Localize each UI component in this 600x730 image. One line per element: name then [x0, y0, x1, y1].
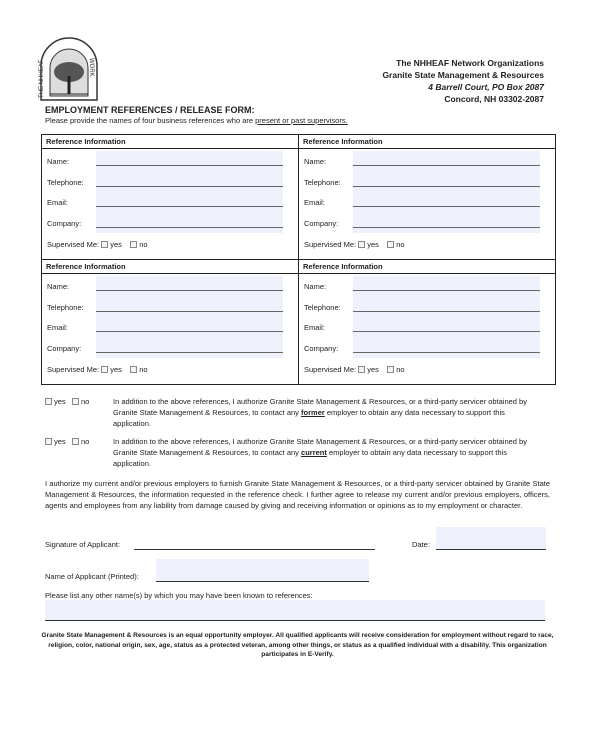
- authorization-former: [45, 396, 543, 429]
- other-names-line: [45, 620, 545, 621]
- company-label: Company:: [47, 343, 82, 353]
- yes-label: yes: [54, 437, 66, 446]
- email-input[interactable]: [353, 193, 540, 207]
- no-label: no: [80, 437, 90, 446]
- telephone-input[interactable]: [353, 173, 540, 187]
- company-input[interactable]: [353, 339, 540, 353]
- email-label: Email:: [47, 323, 68, 332]
- yes-label: yes: [367, 365, 379, 374]
- reference-heading: Reference Information: [42, 135, 299, 149]
- telephone-label: Telephone:: [304, 177, 341, 187]
- no-label: no: [139, 240, 148, 249]
- supervised-label: Supervised Me:: [47, 365, 100, 374]
- email-label: Email:: [304, 323, 325, 332]
- date-label: Date:: [412, 540, 430, 549]
- printed-name-label: Name of Applicant (Printed):: [45, 572, 139, 581]
- references-table: [41, 134, 556, 385]
- supervised-yes-checkbox[interactable]: [358, 240, 379, 249]
- supervised-row: [304, 365, 405, 374]
- signature-label: Signature of Applicant:: [45, 540, 121, 549]
- supervised-yes-checkbox[interactable]: [101, 240, 122, 249]
- email-label: Email:: [304, 198, 325, 207]
- reference-block: [42, 260, 299, 385]
- current-no-checkbox[interactable]: [72, 437, 89, 446]
- reference-heading: Reference Information: [299, 135, 556, 149]
- company-input[interactable]: [353, 214, 540, 228]
- telephone-input[interactable]: [96, 298, 283, 312]
- supervised-no-checkbox[interactable]: [387, 365, 404, 374]
- signature-line[interactable]: [134, 549, 375, 550]
- reference-block: [299, 135, 556, 260]
- supervised-label: Supervised Me:: [47, 240, 100, 249]
- current-yes-checkbox[interactable]: [45, 437, 66, 446]
- release-paragraph: I authorize my current and/or previous employers to furnish Granite State Management & Resources, or a third-party servicer obtained by Granite State Management & Resources, the information requested in the reference check. I further agree to release my current and/or previous employers, officers, agents and employees from any liability from damage caused by giving and receiving information or opinions as to my employment or character.: [45, 479, 550, 510]
- supervised-row: [304, 240, 405, 249]
- company-input[interactable]: [96, 214, 283, 228]
- company-label: Company:: [304, 218, 339, 228]
- no-label: no: [139, 365, 148, 374]
- eeo-footer: Granite State Management & Resources is an equal opportunity employer. All qualified applicants will receive consideration for employment without regard to race, religion, color, national origin, sex, age, status as a protected veteran, among other things, or status as a qualified individual with a disability. This organization participates in E-Verify.: [41, 632, 554, 658]
- other-names-input[interactable]: [45, 600, 545, 620]
- printed-name-input[interactable]: [156, 559, 369, 581]
- auth-emphasis: former: [301, 408, 325, 417]
- org-name: The NHHEAF Network Organizations: [396, 58, 544, 68]
- authorization-current: [45, 436, 543, 469]
- no-label: no: [396, 365, 405, 374]
- auth-text-end: employer to obtain any data necessary to support this application.: [113, 448, 507, 468]
- yes-label: yes: [110, 240, 122, 249]
- svg-text:WORK: WORK: [88, 58, 94, 77]
- reference-block: [299, 260, 556, 385]
- supervised-no-checkbox[interactable]: [130, 240, 147, 249]
- auth-emphasis: current: [301, 448, 327, 457]
- name-input[interactable]: [96, 277, 283, 291]
- date-line: [436, 549, 546, 550]
- form-title: EMPLOYMENT REFERENCES / RELEASE FORM:: [45, 105, 255, 115]
- supervised-yes-checkbox[interactable]: [358, 365, 379, 374]
- supervised-no-checkbox[interactable]: [130, 365, 147, 374]
- city-line: Concord, NH 03302-2087: [444, 94, 544, 104]
- svg-text:THE NHHEAF: THE NHHEAF: [39, 59, 45, 98]
- company-label: Company:: [304, 343, 339, 353]
- name-input[interactable]: [353, 152, 540, 166]
- name-input[interactable]: [96, 152, 283, 166]
- supervised-label: Supervised Me:: [304, 365, 357, 374]
- auth-text-end: employer to obtain any data necessary to support this application.: [113, 408, 505, 428]
- telephone-label: Telephone:: [47, 302, 84, 312]
- instructions-emphasis: present or past supervisors.: [255, 116, 348, 125]
- name-label: Name:: [304, 282, 327, 291]
- name-label: Name:: [47, 282, 70, 291]
- telephone-label: Telephone:: [304, 302, 341, 312]
- date-input[interactable]: [436, 527, 546, 549]
- logo: [38, 36, 100, 102]
- supervised-row: [47, 240, 148, 249]
- name-input[interactable]: [353, 277, 540, 291]
- auth-text: In addition to the above references, I authorize Granite State Management & Resources, or a third-party servicer obtained by Granite State Management & Resources, to contact any: [113, 397, 527, 417]
- yes-label: yes: [54, 397, 66, 406]
- company-input[interactable]: [96, 339, 283, 353]
- no-label: no: [396, 240, 405, 249]
- supervised-no-checkbox[interactable]: [387, 240, 404, 249]
- supervised-yes-checkbox[interactable]: [101, 365, 122, 374]
- former-no-checkbox[interactable]: [72, 397, 89, 406]
- name-label: Name:: [304, 157, 327, 166]
- name-label: Name:: [47, 157, 70, 166]
- telephone-label: Telephone:: [47, 177, 84, 187]
- email-label: Email:: [47, 198, 68, 207]
- email-input[interactable]: [96, 193, 283, 207]
- instructions-text: Please provide the names of four business references who are: [45, 116, 256, 125]
- printed-name-line: [156, 581, 369, 582]
- instructions: [45, 116, 348, 125]
- email-input[interactable]: [96, 318, 283, 332]
- reference-block: [42, 135, 299, 260]
- other-names-label: Please list any other name(s) by which you may have been known to references:: [45, 591, 313, 600]
- company-name: Granite State Management & Resources: [382, 70, 544, 80]
- reference-heading: Reference Information: [42, 260, 299, 274]
- yes-label: yes: [367, 240, 379, 249]
- telephone-input[interactable]: [96, 173, 283, 187]
- former-yes-checkbox[interactable]: [45, 397, 66, 406]
- auth-text: In addition to the above references, I authorize Granite State Management & Resources, or a third-party servicer obtained by Granite State Management & Resources, to contact any: [113, 437, 527, 457]
- email-input[interactable]: [353, 318, 540, 332]
- company-label: Company:: [47, 218, 82, 228]
- address-line: 4 Barrell Court, PO Box 2087: [428, 82, 544, 92]
- reference-heading: Reference Information: [299, 260, 556, 274]
- supervised-row: [47, 365, 148, 374]
- no-label: no: [80, 397, 90, 406]
- yes-label: yes: [110, 365, 122, 374]
- supervised-label: Supervised Me:: [304, 240, 357, 249]
- telephone-input[interactable]: [353, 298, 540, 312]
